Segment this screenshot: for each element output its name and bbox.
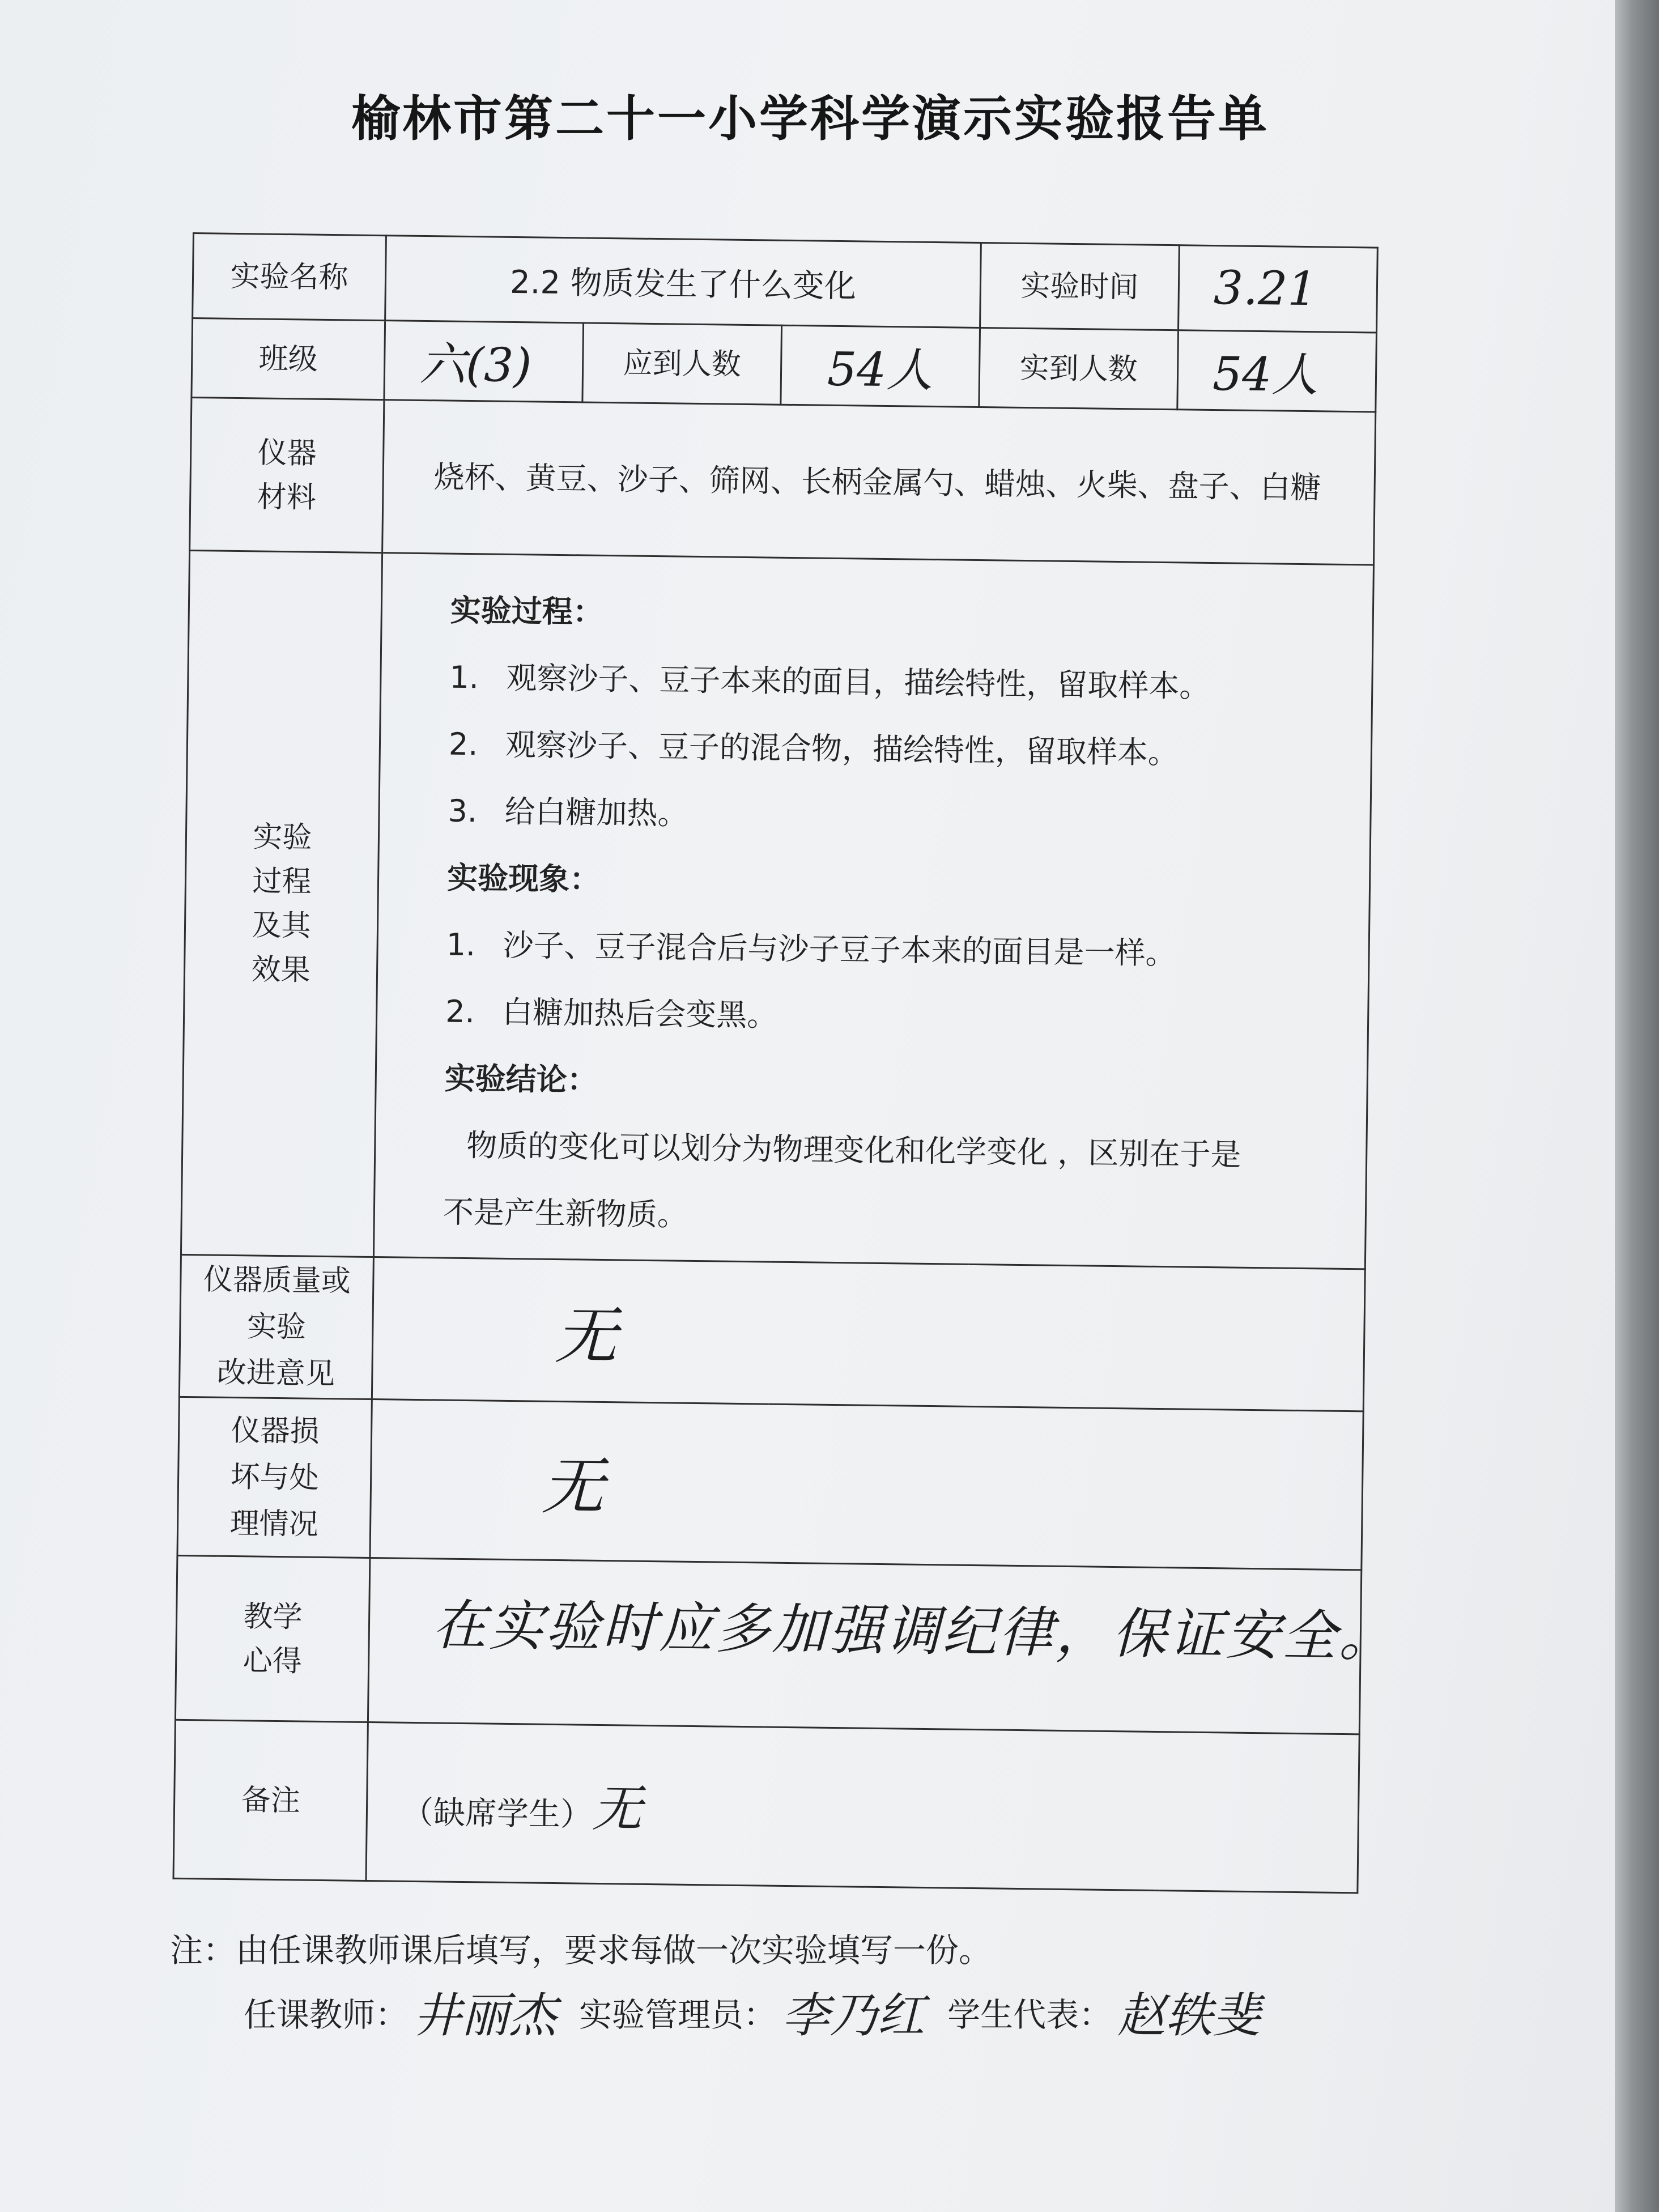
phenomenon-number: 2. bbox=[445, 993, 475, 1030]
expected-count-value: 54人 bbox=[781, 325, 980, 407]
phenomenon-item bbox=[446, 912, 1346, 989]
step-text: 给白糖加热。 bbox=[504, 793, 688, 832]
procedure-step bbox=[449, 644, 1349, 722]
procedure-step bbox=[448, 778, 1347, 856]
report-title: 榆林市第二十一小学科学演示实验报告单 bbox=[351, 91, 1269, 147]
step-number: 1. bbox=[449, 659, 479, 696]
remarks-content bbox=[366, 1722, 1359, 1892]
row-materials bbox=[190, 397, 1376, 565]
row-remarks bbox=[173, 1720, 1359, 1893]
damage-label-line3: 理情况 bbox=[229, 1506, 319, 1542]
materials-label-line2: 材料 bbox=[257, 479, 317, 515]
admin-label: 实验管理员： bbox=[579, 1996, 777, 2034]
signature-line bbox=[244, 1977, 1490, 2046]
step-text: 观察沙子、豆子的混合物，描绘特性，留取样本。 bbox=[505, 726, 1179, 771]
materials-label bbox=[190, 397, 384, 552]
quality-label-line1: 仪器质量或 bbox=[203, 1262, 351, 1299]
row-damage bbox=[177, 1397, 1363, 1570]
experiment-name-label: 实验名称 bbox=[193, 233, 386, 321]
row-experiment-name bbox=[193, 233, 1378, 333]
step-number: 3. bbox=[448, 793, 478, 829]
phenomenon-heading: 实验现象： bbox=[446, 860, 601, 897]
phenomenon-text: 白糖加热后会变黑。 bbox=[501, 994, 778, 1033]
actual-count-value: 54人 bbox=[1177, 330, 1377, 412]
phenomenon-number: 1. bbox=[446, 926, 476, 963]
damage-label-line2: 坏与处 bbox=[230, 1460, 320, 1495]
row-process bbox=[181, 550, 1373, 1269]
footer-note: 注：由任课教师课后填写，要求每做一次实验填写一份。 bbox=[170, 1931, 992, 1969]
damage-value: 无 bbox=[370, 1399, 1363, 1570]
procedure-step bbox=[448, 711, 1348, 789]
experiment-name-value: 2.2 物质发生了什么变化 bbox=[385, 236, 981, 328]
row-class bbox=[192, 318, 1377, 412]
quality-value: 无 bbox=[372, 1257, 1365, 1411]
teacher-signature: 井丽杰 bbox=[414, 1988, 557, 2043]
process-label-line4: 效果 bbox=[251, 952, 310, 988]
experiment-time-value: 3.21 bbox=[1179, 245, 1378, 333]
class-value: 六(3) bbox=[384, 321, 584, 402]
reflection-label-line1: 教学 bbox=[243, 1599, 303, 1635]
procedure-heading: 实验过程： bbox=[450, 592, 604, 630]
reflection-label-line2: 心得 bbox=[243, 1643, 303, 1679]
materials-label-line1: 仪器 bbox=[257, 435, 317, 471]
student-rep-signature: 赵轶斐 bbox=[1117, 1988, 1261, 2043]
process-label-line1: 实验 bbox=[253, 820, 312, 855]
damage-label bbox=[177, 1397, 372, 1558]
experiment-time-label: 实验时间 bbox=[980, 243, 1180, 330]
reflection-value: 在实验时应多加强调纪律，保证安全。 bbox=[368, 1558, 1361, 1734]
phenomenon-item bbox=[445, 979, 1345, 1056]
conclusion-line1: 物质的变化可以划分为物理变化和化学变化 ，区别在于是 bbox=[466, 1128, 1241, 1173]
conclusion-heading: 实验结论： bbox=[444, 1060, 598, 1098]
process-label-line3: 及其 bbox=[252, 908, 311, 943]
quality-label bbox=[179, 1254, 373, 1399]
conclusion-line2: 不是产生新物质。 bbox=[443, 1194, 688, 1233]
damage-label-line1: 仪器损 bbox=[231, 1413, 320, 1449]
step-number: 2. bbox=[448, 726, 478, 763]
step-text: 观察沙子、豆子本来的面目，描绘特性，留取样本。 bbox=[506, 660, 1210, 704]
actual-count-label: 实到人数 bbox=[979, 327, 1179, 409]
remarks-label: 备注 bbox=[173, 1720, 368, 1881]
row-quality bbox=[179, 1254, 1365, 1411]
quality-label-line3: 改进意见 bbox=[216, 1355, 335, 1392]
process-label-line2: 过程 bbox=[252, 864, 312, 899]
phenomenon-text: 沙子、豆子混合后与沙子豆子本来的面目是一样。 bbox=[503, 927, 1176, 972]
process-content bbox=[373, 553, 1373, 1269]
class-label: 班级 bbox=[192, 318, 385, 400]
materials-value: 烧杯、黄豆、沙子、筛网、长柄金属勺、蜡烛、火柴、盘子、白糖 bbox=[382, 400, 1376, 565]
report-table bbox=[172, 232, 1396, 1894]
reflection-label bbox=[175, 1555, 370, 1722]
teacher-label: 任课教师： bbox=[244, 1996, 409, 2034]
expected-count-label: 应到人数 bbox=[582, 323, 782, 405]
remarks-value: 无 bbox=[592, 1779, 643, 1838]
absent-students-label: （缺席学生） bbox=[401, 1794, 593, 1834]
background-edge bbox=[1615, 0, 1659, 2212]
quality-label-line2: 实验 bbox=[246, 1309, 307, 1345]
student-rep-label: 学生代表： bbox=[947, 1996, 1112, 2034]
admin-signature: 李乃红 bbox=[782, 1988, 925, 2043]
process-label bbox=[181, 550, 382, 1257]
row-reflection bbox=[175, 1555, 1361, 1734]
